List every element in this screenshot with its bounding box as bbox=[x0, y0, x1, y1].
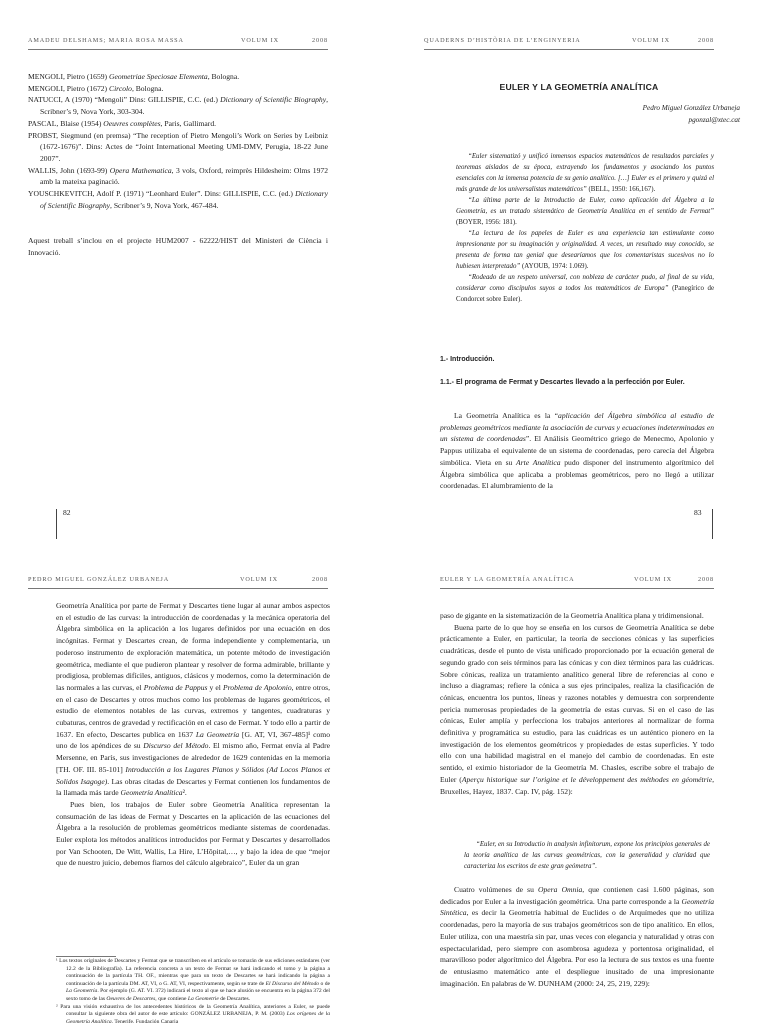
body-text bbox=[440, 610, 714, 797]
page-85 bbox=[384, 512, 768, 1024]
footnote: ¹ Los textos originales de Descartes y Fermat que se transcriben en el artículo se tomarán de sus ediciones estándares (ver 12.2 de la Bibliografía). La referencia concreta a un texto de Fermat se hará indicando el tomo y la página a continuación de la partícula TH. OF., mientras que para un texto de Descartes se hará indicando la página a continuación de la partícula DM. AT, VI, o G. AT, VI, respectivamente, según se trate de El Discurso del Método o de La Geometría. Por ejemplo (G. AT. VI. 372) indicará el texto al que se hace alusión se encuentra en la página 372 del sexto tomo de las Oeuvres de Descartes, que contiene La Geometrie de Descartes. bbox=[56, 958, 331, 1002]
page-83 bbox=[384, 0, 768, 517]
subsection-heading: 1.1.- El programa de Fermat y Descartes llevado a la perfección por Euler. bbox=[440, 379, 685, 386]
footnote: ² Para una visión exhaustiva de los antecedentes históricos de la Geometría Analítica, anteriores a Euler, se puede consultar la siguiente obra del autor de este artículo: GONZÁLEZ URBANEJA, P. M. (2003) Los orígenes de la Geometría Analítica. Tenerife. Fundación Canaria bbox=[56, 1003, 330, 1025]
reference-entry: YOUSCHKEVITCH, Adolf P. (1971) “Leonhard Euler”. Dins: GILLISPIE, C.C. (ed.) Dictionary of Scientific Biography, Scribner’s 9, Nova York, 467-484. bbox=[28, 189, 328, 210]
reference-entry: MENGOLI, Pietro (1659) Geometriae Speciosae Elementa, Bologna. bbox=[28, 72, 240, 81]
body-text-continued bbox=[440, 884, 714, 989]
project-note-text: Aquest treball s’inclou en el projecte HUM2007 - 62222/HIST del Ministeri de Ciència i Innovació. bbox=[28, 236, 328, 257]
intro-paragraph bbox=[440, 410, 714, 492]
quote-text: “Euler, en su Introductio in analysin infinitorum, expone los principios generales de la teoría analítica de las curvas geométricas, con la generalidad y claridad que caracteriza los escritos de este gran geómetra”. bbox=[464, 841, 710, 870]
article-author: Pedro Miguel González Urbaneja bbox=[642, 104, 740, 112]
header-title: PEDRO MIGUEL GONZÁLEZ URBANEJA bbox=[28, 576, 170, 583]
project-note bbox=[28, 235, 328, 258]
header-volume: VOLUM IX bbox=[634, 576, 672, 583]
epigraph: “La última parte de la Introductio de Euler, como aplicación del Álgebra a la Geometría, es un tratado sistemático de Geometría Analítica en el sentido de Fermat” (BOYER, 1956: 181). bbox=[456, 197, 714, 226]
body-text bbox=[56, 600, 330, 869]
footnote-rule bbox=[56, 956, 116, 957]
header-title: AMADEU DELSHAMS; MARIA ROSA MASSA bbox=[28, 37, 184, 44]
reference-entry: NATUCCI, A (1970) “Mengoli” Dins: GILLISPIE, C.C. (ed.) Dictionary of Scientific Biography, Scribner’s 9, Nova York, 303-304. bbox=[28, 95, 328, 117]
running-header bbox=[424, 37, 714, 47]
article-title: EULER Y LA GEOMETRÍA ANALÍTICA bbox=[499, 82, 659, 92]
header-rule bbox=[424, 49, 714, 50]
header-volume: VOLUM IX bbox=[632, 37, 670, 44]
page-number: 82 bbox=[63, 508, 71, 517]
running-header bbox=[28, 37, 328, 47]
author-email: pgonzal@xtec.cat bbox=[688, 116, 740, 124]
paragraph-3: Cuatro volúmenes de su Opera Omnia, que contienen casi 1.600 páginas, son dedicados por Euler a la investigación geométrica. Una parte corresponde a la Geometría Sintética, es decir la Geometría habitual de Euclides o de Arquímedes que no utiliza coordenadas, pero la mayoría de sus trabajos geométricos son de tipo analítico. En ellos, Euler utiliza, con una maestría sin par, unas veces con elegancia y naturalidad y otras con espectacularidad, pero siempre con asombrosa agudeza y portentosa originalidad, el maravilloso poder algorítmico del Álgebra. Por eso la lectura de sus textos es una fuente de entusiasmo matemático ante el despliegue inusitado de una impresionante imaginación. En palabras de W. DUNHAM (2000: 24, 25, 219, 229): bbox=[440, 885, 714, 988]
header-year: 2008 bbox=[312, 37, 328, 44]
epigraph: “La lectura de los papeles de Euler es una experiencia tan estimulante como impresionante por su imaginación y originalidad. A veces, un resultado muy conocido, se presenta de forma tan genial que desearíamos que los comentaristas sucesivos no lo hubiesen interpretado” (AYOUB, 1974: 1.069). bbox=[456, 230, 714, 270]
header-volume: VOLUM IX bbox=[240, 576, 278, 583]
page-number: 83 bbox=[694, 508, 702, 517]
header-year: 2008 bbox=[312, 576, 328, 583]
reference-entry: WALLIS, John (1693-99) Opera Mathematica, 3 vols, Oxford, reimprès Hildesheim: Olms 1972 amb la mateixa paginació. bbox=[28, 165, 328, 187]
page-82 bbox=[0, 0, 384, 517]
running-header bbox=[28, 576, 328, 586]
epigraph: “Euler sistematizó y unificó inmensos espacios matemáticos de resultados parciales y teoremas aislados de su época, extrayendo los fundamentos y asociando los puntos esenciales con la inmensa potencia de su genio analítico. […] Euler es el primero y quizá el más grande de los universalistas matemáticos” (BELL, 1950: 166,167). bbox=[456, 153, 714, 193]
paragraph-1: Geometría Analítica por parte de Fermat y Descartes tiene lugar al aunar ambos aspectos en el estudio de las curvas: la introducción de coordenadas y la mecánica operatoria del Álgebra simbólica en la aplicación a los lugares definidos por una ecuación en dos incógnitas. Fermat y Descartes crean, de forma independiente y complementaria, un poderoso instrumento de exploración matemática, un potente método de investigación geométrica, mediante el que pudieron plantear y resolver de forma admirable, brillante y prodigiosa, problemas difíciles, antiguos, clásicos y modernos, como la determinación de las normales a las curvas, el Problema de Pappus y el Problema de Apolonio, entre otros, en el caso de Descartes y otros muchos como los problemas de lugares geométricos, el estudio de elementos notables de las curvas, extremos y tangentes, cuadraturas y cubaturas, centros de gravedad y rectificación en el caso de Fermat. Y todo ello a partir de 1637. En efecto, Descartes publica en 1637 La Geometría [G. AT, VI, 367-485]¹ como uno de los apéndices de su Discurso del Método. El mismo año, Fermat envía al Padre Mersenne, en París, sus investigaciones de alrededor de 1629 contenidas en la memoria [TH. OF. III. 85-101] Introducción a los Lugares Planos y Sólidos (Ad Locos Planos et Solidos Isagoge). Las obras citadas de Descartes y Fermat contienen los fundamentos de la llamada más tarde Geometría Analítica². bbox=[56, 601, 331, 798]
paragraph-2: Buena parte de lo que hoy se enseña en los cursos de Geometría Analítica se debe prácticamente a Euler, en particular, la teoría de secciones cónicas y las superficies cuadráticas, desde el punto de vista unificado proporcionado por la ecuación general de segundo grado con seis términos para las cónicas y con diez términos para las cuádricas. Sobre cónicas, realiza un tratamiento analítico general libre de referencias al cono e incluso a diagramas; refiere la cónica a sus ejes principales, realiza la clasificación de cónicas, encuentra los puntos, líneas y razones notables y demuestra con sorprendente pericia numerosas propiedades de la geometría de estas curvas. Si en el caso de las cónicas, Euler amplía y perfecciona los trabajos anteriores al normalizar de forma definitiva y programática su estudio, para las cuádricas es un auténtico pionero en la investigación de los elementos geométricos y propiedades de estas superficies. Y todo ello con una habilidad magistral en el manejo del cambio de coordenadas. En este sentido, el eximio historiador de la Geometría M. Chasles, escribe sobre el trabajo de Euler (Aperçu historique sur l’origine et le développement des méthodes en géométrie, Bruxelles, Hayez, 1837. Cap. IV, pág. 152): bbox=[440, 622, 715, 796]
epigraph: “Rodeado de un respeto universal, con nobleza de carácter pudo, al final de su vida, considerar como discípulos suyos a todos los matemáticos de Europa” (Panegírico de Condorcet sobre Euler). bbox=[456, 274, 714, 303]
chasles-quote bbox=[464, 839, 710, 872]
page-84 bbox=[0, 512, 384, 1024]
header-year: 2008 bbox=[698, 37, 714, 44]
reference-entry: PROBST, Siegmund (en premsa) “The reception of Pietro Mengoli’s Work on Series by Leibniz (1672-1676)”. Dins: Actes de “Joint International Meeting UMI-DMV, Perugia, 18-22 June 2007”. bbox=[28, 130, 328, 163]
header-rule bbox=[28, 49, 328, 50]
footnotes bbox=[56, 958, 330, 1026]
header-year: 2008 bbox=[698, 576, 714, 583]
header-title: EULER Y LA GEOMETRÍA ANALÍTICA bbox=[440, 576, 575, 583]
header-rule bbox=[28, 588, 328, 589]
section-heading: 1.- Introducción. bbox=[440, 356, 495, 363]
reference-entry: PASCAL, Blaise (1954) Oeuvres complètes, Paris, Gallimard. bbox=[28, 118, 217, 128]
references-list bbox=[28, 71, 328, 211]
header-title: QUADERNS D’HISTÒRIA DE L’ENGINYERIA bbox=[424, 37, 581, 44]
running-header bbox=[440, 576, 714, 586]
epigraphs bbox=[456, 151, 714, 305]
reference-entry: MENGOLI, Pietro (1672) Circolo, Bologna. bbox=[28, 83, 164, 93]
header-volume: VOLUM IX bbox=[241, 37, 279, 44]
header-rule bbox=[440, 588, 714, 589]
paragraph-1: paso de gigante en la sistematización de la Geometría Analítica plana y tridimensional. bbox=[440, 611, 704, 620]
intro-paragraph-text: La Geometría Analítica es la “aplicación del Álgebra simbólica al estudio de problemas geométricos mediante la asociación de curvas y ecuaciones indeterminadas en un sistema de coordenadas”. El Análisis Geométrico griego de Menecmo, Apolonio y Pappus utilizaba el equivalente de un sistema de coordenadas, pero carecía del Álgebra simbólica. Vieta en su Arte Analítica pudo disponer del instrumento algorítmico del Álgebra simbólica que aplicaba a problemas geométricos, pero no llegó a utilizar coordenadas. El alumbramiento de la bbox=[440, 411, 714, 491]
paragraph-2: Pues bien, los trabajos de Euler sobre Geometría Analítica representan la consumación de las ideas de Fermat y Descartes en la aplicación de las ecuaciones del Álgebra a la resolución de problemas geométricos mediante sistemas de coordenadas. Euler explota los métodos analíticos introducidos por Fermat y Descartes y desarrollados por Van Schooten, De Witt, Wallis, La Hire, L’Hôpital,…, y bajo la idea de que “mejor que de nuestro juicio, debemos fiarnos del cálculo algebraico”, Euler da un gran bbox=[56, 799, 330, 868]
